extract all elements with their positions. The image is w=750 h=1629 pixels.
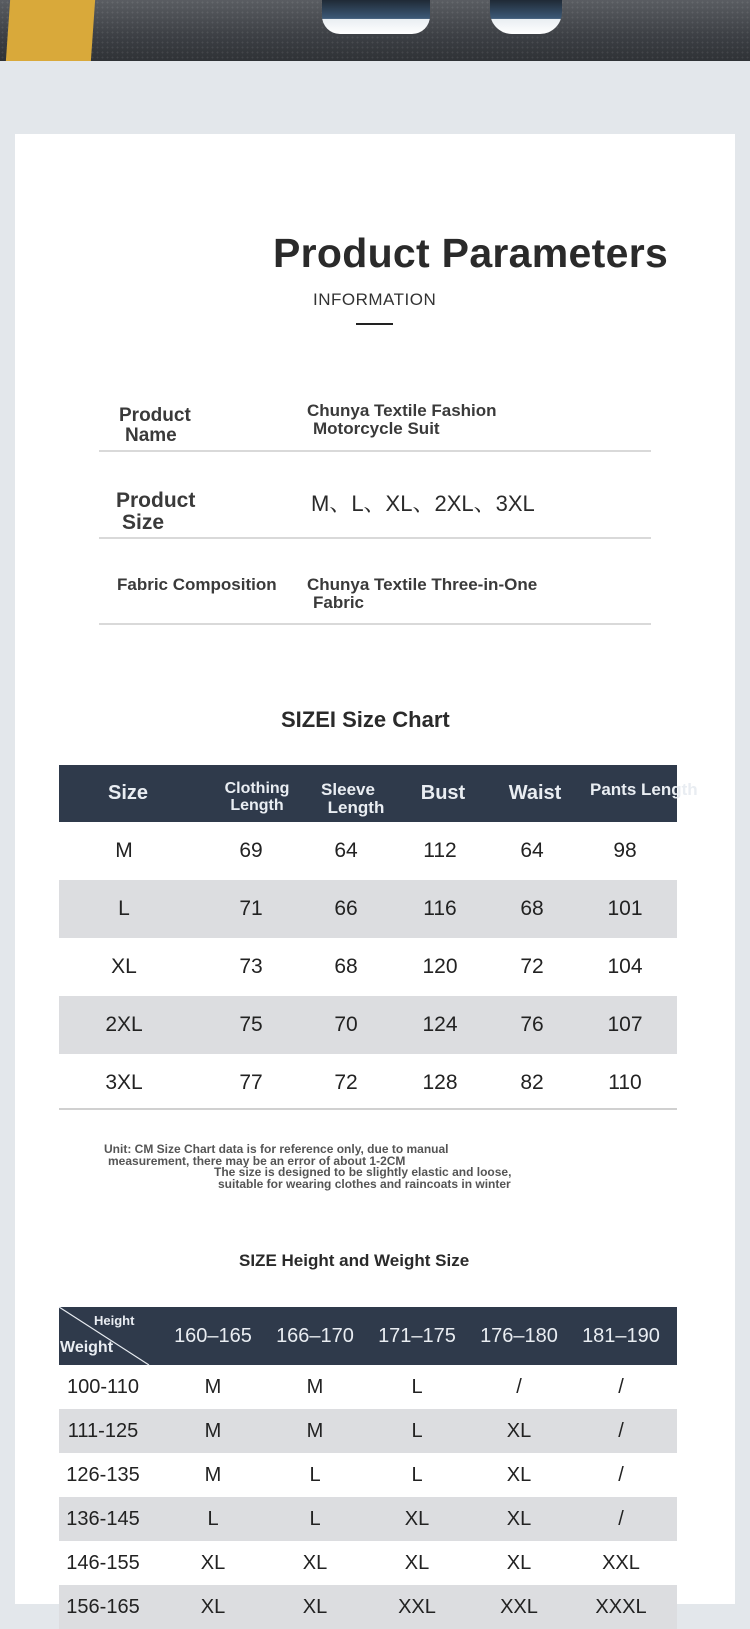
size-recommendation-cell: XXL [500, 1596, 538, 1618]
size-table-cell: 72 [334, 1071, 358, 1094]
corner-weight-label: Weight [60, 1339, 114, 1356]
size-table-cell: 73 [239, 955, 263, 978]
size-recommendation-cell: / [618, 1508, 624, 1530]
size-recommendation-cell: L [309, 1508, 321, 1530]
size-table-cell: 64 [334, 839, 358, 862]
size-table-cell: 107 [607, 1013, 643, 1036]
size-note-line3: The size is designed to be slightly elastic and loose, [214, 1165, 512, 1179]
size-recommendation-cell: / [618, 1420, 624, 1442]
size-table-cell: 2XL [105, 1013, 143, 1036]
size-table-cell: 98 [613, 839, 637, 862]
size-table-cell: 64 [520, 839, 544, 862]
size-recommendation-cell: L [411, 1420, 423, 1442]
size-recommendation-cell: XL [506, 1420, 532, 1442]
size-table-row [59, 880, 677, 938]
size-recommendation-cell: XXL [602, 1552, 640, 1574]
title-divider [356, 323, 393, 325]
size-table-cell: 3XL [105, 1071, 143, 1094]
param-row-fabric [99, 572, 651, 625]
size-table-cell: 69 [239, 839, 263, 862]
param-value: Chunya Textile Fashion Motorcycle Suit [307, 401, 497, 438]
size-table-cell: 116 [423, 897, 457, 920]
hw-table-row [59, 1409, 677, 1453]
size-recommendation-cell: M [306, 1376, 324, 1398]
size-recommendation-cell: M [204, 1464, 222, 1486]
size-table-cell: 124 [422, 1013, 458, 1036]
param-row-size [99, 484, 651, 539]
weight-range-cell: 156-165 [66, 1596, 140, 1618]
size-recommendation-cell: / [516, 1376, 522, 1398]
size-recommendation-cell: XL [200, 1596, 226, 1618]
size-recommendation-cell: / [618, 1376, 624, 1398]
size-table-cell: 128 [422, 1071, 458, 1094]
size-recommendation-cell: L [207, 1508, 219, 1530]
size-table-cell: 76 [520, 1013, 544, 1036]
size-recommendation-cell: XL [200, 1552, 226, 1574]
size-table-cell: L [118, 897, 130, 920]
size-table-cell: 66 [334, 897, 358, 920]
height-range-header: 176–180 [480, 1325, 558, 1347]
size-table-row [59, 1054, 677, 1112]
size-table-cell: 68 [334, 955, 358, 978]
header-waist: Waist [508, 782, 562, 804]
header-clothing-length: Clothing Length [224, 780, 290, 814]
size-note-line4: suitable for wearing clothes and raincoats in winter [218, 1177, 511, 1191]
size-recommendation-cell: XL [302, 1596, 328, 1618]
weight-range-cell: 146-155 [66, 1552, 140, 1574]
header-pants-length: Pants Length [590, 780, 698, 799]
size-recommendation-cell: XL [302, 1552, 328, 1574]
size-table-cell: 101 [607, 897, 643, 920]
param-label: Product Size [116, 489, 196, 535]
size-chart-bottom-rule [59, 1108, 677, 1110]
shoe-right-image [490, 0, 562, 34]
size-table-cell: 75 [239, 1013, 263, 1036]
corner-height-label: Height [94, 1313, 135, 1328]
hw-table-row [59, 1497, 677, 1541]
size-recommendation-cell: XL [506, 1508, 532, 1530]
size-recommendation-cell: XL [506, 1464, 532, 1486]
size-table-row [59, 822, 677, 880]
size-table-cell: 82 [520, 1071, 544, 1094]
size-table-cell: 72 [520, 955, 544, 978]
size-recommendation-cell: / [618, 1464, 624, 1486]
size-recommendation-cell: M [306, 1420, 324, 1442]
size-recommendation-cell: XXL [398, 1596, 436, 1618]
weight-range-cell: 126-135 [66, 1464, 140, 1486]
hero-photo [0, 0, 750, 61]
header-sleeve-length: Sleeve Length [321, 780, 385, 817]
road-marking [6, 0, 95, 61]
size-recommendation-cell: XL [506, 1552, 532, 1574]
header-bust: Bust [420, 782, 466, 804]
size-table-cell: XL [111, 955, 137, 978]
size-table-cell: 70 [334, 1013, 358, 1036]
size-recommendation-cell: L [411, 1464, 423, 1486]
weight-range-cell: 111-125 [67, 1420, 139, 1442]
hw-chart-header [59, 1307, 677, 1365]
header-size: Size [107, 782, 149, 804]
param-value: Chunya Textile Three-in-One Fabric [307, 575, 538, 612]
size-recommendation-cell: XL [404, 1508, 430, 1530]
hw-chart-title: SIZE Height and Weight Size [239, 1251, 470, 1270]
size-table-cell: 71 [239, 897, 263, 920]
hw-table-row [59, 1365, 677, 1409]
size-table-cell: 112 [423, 839, 457, 862]
size-table-cell: 77 [239, 1071, 263, 1094]
height-range-header: 160–165 [174, 1325, 252, 1347]
hw-table-row [59, 1541, 677, 1585]
size-recommendation-cell: M [204, 1420, 222, 1442]
size-note-line2: measurement, there may be an error of about 1-2CM [108, 1154, 406, 1168]
param-label: Product Name [119, 405, 191, 446]
param-value: M、L、XL、2XL、3XL [311, 491, 535, 516]
size-chart-title: SIZEI Size Chart [281, 707, 450, 732]
size-table-cell: 110 [608, 1071, 642, 1094]
size-recommendation-cell: L [411, 1376, 423, 1398]
size-recommendation-cell: M [204, 1376, 222, 1398]
height-range-header: 171–175 [378, 1325, 456, 1347]
page-subtitle: INFORMATION [313, 290, 437, 309]
size-table-cell: M [115, 839, 133, 862]
size-table-cell: 120 [422, 955, 458, 978]
height-range-header: 166–170 [276, 1325, 354, 1347]
size-recommendation-cell: XL [404, 1552, 430, 1574]
hw-table-row [59, 1453, 677, 1497]
size-chart-header [59, 765, 698, 822]
weight-range-cell: 136-145 [66, 1508, 140, 1530]
shoe-left-image [322, 0, 430, 34]
size-table-row [59, 996, 677, 1054]
size-table-cell: 68 [520, 897, 544, 920]
hw-table-row [59, 1585, 677, 1629]
page-title: Product Parameters [273, 230, 669, 276]
weight-range-cell: 100-110 [67, 1376, 139, 1398]
param-label: Fabric Composition [117, 575, 277, 594]
size-note-line1: Unit: CM Size Chart data is for reference only, due to manual [104, 1142, 449, 1156]
size-recommendation-cell: L [309, 1464, 321, 1486]
size-recommendation-cell: XXXL [595, 1596, 647, 1618]
size-table-cell: 104 [607, 955, 643, 978]
param-row-name [99, 400, 651, 452]
size-table-row [59, 938, 677, 996]
height-range-header: 181–190 [582, 1325, 660, 1347]
